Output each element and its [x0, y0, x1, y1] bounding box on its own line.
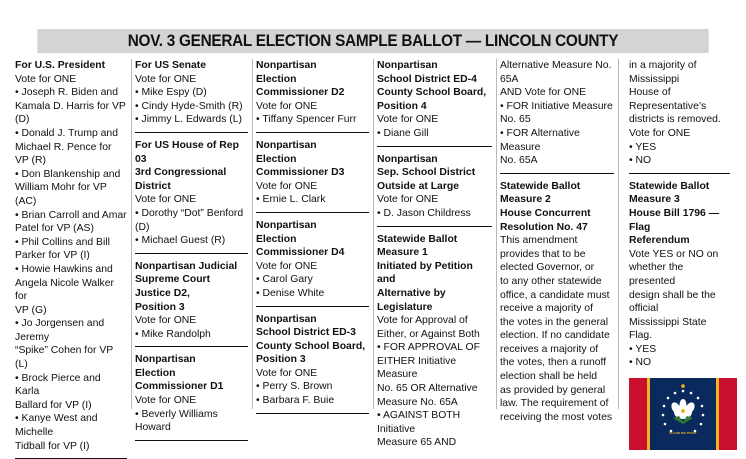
vote-instruction: Vote for ONE: [15, 73, 77, 85]
race-us-senate: [135, 59, 248, 133]
measure-text: No. 65A: [500, 155, 538, 167]
race-supreme-court: [135, 260, 248, 348]
race-heading: Nonpartisan: [256, 313, 317, 325]
measure-text: receives a majority of: [500, 343, 599, 355]
option-yes: • YES: [629, 141, 657, 153]
candidate-line: • Don Blankenship and: [15, 168, 121, 180]
candidate-line: • D. Jason Childress: [377, 207, 471, 219]
race-commissioner-d2: [256, 59, 369, 133]
candidate-line: • Diane Gill: [377, 127, 429, 139]
measure-text: election. If no candidate: [500, 330, 610, 342]
race-sep-school-district: [377, 153, 492, 227]
measure-text: districts is removed.: [629, 114, 721, 126]
column-commissioners: [252, 59, 373, 409]
race-heading: Position 3: [135, 301, 185, 313]
candidate-line: • Joseph R. Biden and: [15, 87, 118, 99]
race-heading: Election Commissioner D2: [256, 73, 345, 99]
candidate-line: • Beverly Williams Howard: [135, 408, 218, 434]
race-heading: School District ED-4: [377, 73, 477, 85]
race-heading: Alternative by Legislature: [377, 287, 446, 313]
candidate-line: “Spike” Cohen for VP (L): [15, 345, 113, 371]
candidate-line: • Donald J. Trump and: [15, 127, 118, 139]
race-heading: Referendum: [629, 235, 690, 247]
race-heading: Sep. School District: [377, 167, 476, 179]
race-heading: Election Commissioner D1: [135, 367, 224, 393]
candidate-line: • Howie Hawkins and: [15, 263, 113, 275]
candidate-line: VP (G): [15, 304, 47, 316]
race-heading: Statewide Ballot Measure 2: [500, 180, 581, 206]
candidate-line: • Brian Carroll and Amar: [15, 209, 127, 221]
measure-text: the votes in the general: [500, 316, 609, 328]
option-yes: • YES: [629, 343, 657, 355]
measure-text: Vote for Approval of: [377, 315, 468, 327]
race-us-house: [135, 139, 248, 254]
race-heading: Nonpartisan: [256, 139, 317, 151]
race-heading: Nonpartisan: [377, 60, 438, 71]
measure-text: • FOR Initiative Measure: [500, 100, 613, 112]
race-commissioner-d4: [256, 219, 369, 307]
race-heading: Nonpartisan: [256, 60, 317, 71]
measure-text: whether the presented: [629, 262, 684, 287]
candidate-line: Parker for VP (I): [15, 250, 90, 262]
flag-motto: IN GOD WE TRUST: [669, 431, 697, 436]
measure-text: 65A: [500, 73, 519, 85]
column-measure3: [618, 59, 734, 436]
measure-text: Measure 65 AND: [377, 437, 457, 449]
measure-text: receiving the most votes: [500, 411, 613, 423]
candidate-line: Patel for VP (AS): [15, 223, 94, 235]
race-heading: For US Senate: [135, 60, 207, 71]
race-heading: School District ED-3: [256, 327, 356, 339]
measure-text: • AGAINST BOTH Initiative: [377, 410, 461, 435]
candidate-line: • Mike Randolph: [135, 328, 211, 340]
measure-text: AND Vote for ONE: [500, 87, 587, 99]
option-no: • NO: [629, 357, 652, 369]
column-measure2: [496, 59, 618, 423]
measure-text: House of Representative’s: [629, 87, 707, 112]
candidate-list: [15, 86, 127, 453]
vote-instruction: Vote for ONE: [256, 260, 318, 272]
measure-text: office, a candidate must: [500, 289, 610, 301]
vote-instruction: Vote for ONE: [256, 100, 318, 112]
measure-text: law. The requirement of: [500, 398, 609, 410]
race-school-ed4: [377, 59, 492, 147]
measure-text: Vote YES or NO on: [629, 248, 719, 260]
mississippi-flag-image: [629, 378, 737, 450]
race-school-ed3: [256, 313, 369, 414]
race-heading: 3rd Congressional District: [135, 167, 227, 192]
race-heading: Position 3: [256, 354, 306, 366]
race-heading: Nonpartisan: [135, 354, 196, 366]
candidate-line: • Jo Jorgensen and Jeremy: [15, 318, 105, 343]
candidate-line: • Jimmy L. Edwards (L): [135, 114, 242, 126]
candidate-line: William Mohr for VP (AC): [15, 182, 107, 207]
vote-instruction: Vote for ONE: [377, 114, 439, 126]
column-senate-house: [131, 59, 252, 434]
measure-text: • FOR APPROVAL OF: [377, 342, 480, 354]
race-heading: Initiated by Petition and: [377, 260, 473, 286]
candidate-line: • Cindy Hyde-Smith (R): [135, 100, 243, 112]
race-heading: Nonpartisan: [377, 153, 438, 165]
measure-text: Measure No. 65A: [377, 396, 458, 408]
race-heading: For US House of Rep 03: [135, 139, 239, 165]
candidate-line: Angela Nicole Walker for: [15, 277, 114, 303]
race-heading: Statewide Ballot Measure 1: [377, 233, 458, 259]
measure-text: receive a majority of: [500, 303, 593, 315]
measure-1-continued: [500, 59, 614, 174]
race-heading: Supreme Court Justice D2,: [135, 274, 211, 299]
race-heading: Resolution No. 47: [500, 221, 588, 233]
measure-text: as provided by general: [500, 384, 606, 396]
measure-text: election shall be held: [500, 371, 598, 383]
measure-text: the votes, then a runoff: [500, 357, 607, 369]
measure-text: No. 65: [500, 114, 531, 126]
measure-text: design shall be the official: [629, 289, 716, 315]
candidate-line: • Michael Guest (R): [135, 235, 226, 247]
candidate-line: • Tiffany Spencer Furr: [256, 114, 357, 126]
candidate-line: Michael R. Pence for VP (R): [15, 141, 112, 167]
race-heading: Nonpartisan Judicial: [135, 260, 238, 272]
race-heading: Election Commissioner D4: [256, 233, 345, 259]
vote-instruction: Vote for ONE: [256, 367, 318, 379]
race-commissioner-d1: [135, 353, 248, 441]
candidate-line: • Dorothy “Dot” Benford: [135, 207, 244, 219]
flag-graphic: [629, 378, 737, 450]
measure-text: to any other statewide: [500, 275, 602, 287]
candidate-line: • Carol Gary: [256, 274, 313, 286]
race-heading: House Concurrent: [500, 207, 591, 219]
vote-instruction: Vote for ONE: [629, 127, 691, 139]
candidate-line: • Kanye West and Michelle: [15, 413, 98, 439]
measure-text: Alternative Measure No.: [500, 60, 612, 71]
column-school-measure1: [373, 59, 496, 449]
measure-text: This amendment: [500, 235, 578, 247]
race-heading: House Bill 1796 — Flag: [629, 207, 720, 233]
candidate-line: • Barbara F. Buie: [256, 395, 335, 407]
candidate-line: • Denise White: [256, 287, 325, 299]
vote-instruction: Vote for ONE: [135, 73, 197, 85]
measure-text: provides that to be: [500, 248, 586, 260]
measure-text: • FOR Alternative Measure: [500, 127, 580, 153]
candidate-line: Kamala D. Harris for VP (D): [15, 100, 126, 126]
measure-text: in a majority of Mississippi: [629, 60, 697, 85]
race-heading: County School Board,: [256, 340, 366, 352]
option-no: • NO: [629, 155, 652, 167]
measure-text: elected Governor, or: [500, 262, 595, 274]
vote-instruction: Vote for ONE: [135, 194, 197, 206]
measure-text: Mississippi State Flag.: [629, 316, 707, 342]
ballot-title: NOV. 3 GENERAL ELECTION SAMPLE BALLOT — LINCOLN COUNTY: [37, 29, 708, 53]
race-heading: Outside at Large: [377, 180, 459, 192]
ballot-columns: [12, 59, 734, 452]
candidate-line: • Phil Collins and Bill: [15, 236, 110, 248]
measure-text: No. 65 OR Alternative: [377, 383, 478, 395]
race-heading: Statewide Ballot Measure 3: [629, 180, 710, 206]
measure-2-continued: [629, 59, 730, 174]
race-heading: For U.S. President: [15, 60, 106, 71]
vote-instruction: Vote for ONE: [377, 194, 439, 206]
candidate-line: • Brock Pierce and Karla: [15, 372, 101, 398]
measure-text: Either, or Against Both: [377, 328, 480, 340]
candidate-line: • Perry S. Brown: [256, 381, 333, 393]
race-heading: County School Board,: [377, 87, 487, 99]
race-heading: Nonpartisan: [256, 219, 317, 231]
race-president: [15, 59, 127, 459]
candidate-line: Tidball for VP (I): [15, 440, 90, 452]
measure-text: EITHER Initiative Measure: [377, 355, 457, 381]
vote-instruction: Vote for ONE: [256, 180, 318, 192]
race-commissioner-d3: [256, 139, 369, 213]
candidate-line: (D): [135, 221, 150, 233]
vote-instruction: Vote for ONE: [135, 395, 197, 407]
candidate-line: • Ernie L. Clark: [256, 194, 326, 206]
candidate-line: • Mike Espy (D): [135, 87, 207, 99]
candidate-line: Ballard for VP (I): [15, 399, 92, 411]
race-heading: Position 4: [377, 100, 427, 112]
race-measure-1: [377, 233, 492, 456]
race-measure-3: [629, 180, 730, 455]
column-president: [12, 59, 131, 452]
race-heading: Election Commissioner D3: [256, 153, 345, 179]
vote-instruction: Vote for ONE: [135, 315, 197, 327]
race-measure-2: [500, 180, 614, 430]
